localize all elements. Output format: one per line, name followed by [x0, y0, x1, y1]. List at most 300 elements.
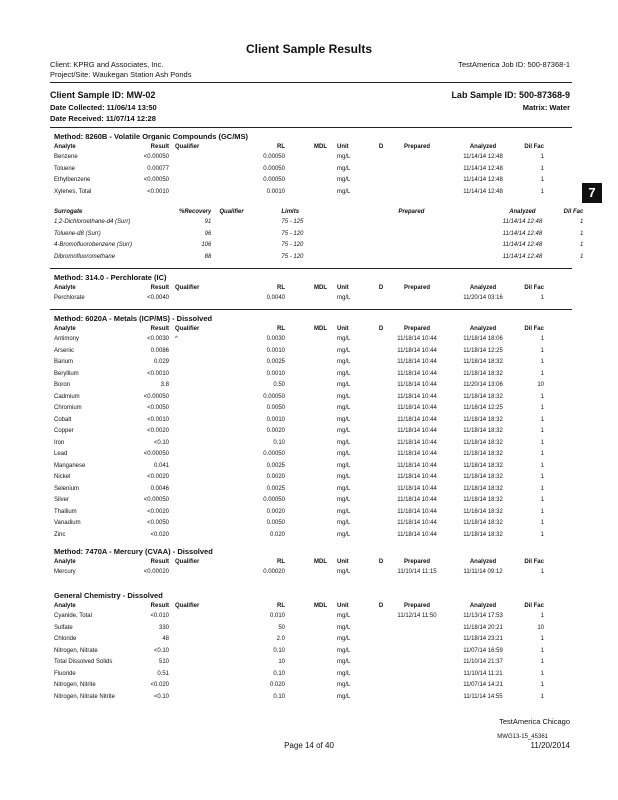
cell-d	[375, 484, 387, 496]
cell-unit: mg/L	[337, 659, 351, 665]
header-d: D	[378, 326, 384, 332]
cell-qualifier	[169, 495, 215, 507]
page-title: Client Sample Results	[245, 42, 373, 56]
cell-analyzed: 11/18/14 12:25	[463, 347, 503, 354]
header-limits: Limits	[281, 209, 300, 215]
cell-qualifier: ^	[175, 336, 178, 342]
cell-unit: mg/L	[337, 370, 351, 377]
cell-qualifier	[169, 461, 215, 473]
cell-dil: 10	[537, 624, 544, 631]
cell-prepared: 11/10/14 11:15	[397, 569, 437, 575]
table-row	[54, 187, 544, 199]
cell-rl: 0.00050	[263, 165, 285, 172]
cell-rl: 0.0030	[266, 336, 285, 342]
cell-dil: 1	[540, 647, 544, 654]
cell-mdl	[285, 164, 327, 176]
header-dil: Dil Fac	[524, 603, 544, 609]
cell-unit: mg/L	[337, 382, 351, 388]
cell-analyte: Nickel	[54, 474, 71, 480]
cell-mdl	[285, 175, 327, 187]
header-result: Result	[150, 559, 169, 565]
cell-rl: 0.00050	[263, 393, 285, 400]
cell-analyte: Arsenic	[54, 347, 75, 354]
table-row	[54, 623, 544, 635]
cell-unit: mg/L	[337, 497, 351, 503]
cell-recovery: 96	[204, 230, 212, 237]
cell-qualifier	[169, 293, 215, 305]
footer-doc-id: MWG13-15_45361	[497, 734, 548, 740]
cell-prepared: 11/18/14 10:44	[397, 405, 437, 411]
header-prepared: Prepared	[403, 285, 430, 291]
cell-dil: 10	[537, 382, 544, 388]
cell-unit: mg/L	[337, 670, 351, 677]
table-row	[54, 472, 544, 484]
cell-mdl	[285, 530, 327, 542]
cell-d	[375, 461, 387, 473]
cell-mdl	[285, 484, 327, 496]
cell-rl: 0.10	[273, 647, 285, 654]
table-row	[54, 507, 544, 519]
date-collected: Date Collected: 11/06/14 13:50	[50, 103, 157, 112]
header-rl: RL	[277, 144, 285, 150]
cell-recovery: 91	[204, 219, 212, 225]
header-d: D	[378, 144, 384, 150]
cell-d	[375, 346, 387, 358]
table-row	[54, 369, 544, 381]
cell-result: 0.0046	[150, 485, 169, 492]
table-row	[54, 415, 544, 427]
cell-d	[375, 634, 387, 646]
header-rl: RL	[277, 603, 285, 609]
cell-qualifier	[211, 252, 269, 264]
cell-dil: 1	[540, 188, 544, 195]
cell-analyte: Toluene	[54, 165, 76, 172]
cell-analyte: Cobalt	[54, 416, 72, 423]
cell-d	[375, 369, 387, 381]
table-row	[54, 152, 544, 164]
header-unit: Unit	[337, 326, 349, 332]
cell-dil: 1	[540, 295, 544, 301]
cell-unit: mg/L	[337, 295, 351, 301]
cell-prepared	[336, 217, 486, 229]
voc-title: Method: 8260B - Volatile Organic Compounds (GC/MS)	[54, 132, 249, 141]
cell-dil: 1	[540, 154, 544, 160]
cell-dil: 1	[580, 230, 584, 237]
cell-result: <0.10	[153, 647, 169, 654]
cell-mdl	[285, 357, 327, 369]
cell-analyzed: 11/07/14 14:21	[463, 682, 503, 688]
metals-table	[54, 324, 544, 541]
header-mdl: MDL	[314, 559, 327, 565]
job-id: TestAmerica Job ID: 500-87368-1	[458, 60, 570, 69]
cell-qualifier	[211, 217, 269, 229]
cell-d	[375, 380, 387, 392]
cell-qualifier	[169, 507, 215, 519]
cell-dil: 1	[540, 416, 544, 423]
table-row	[54, 175, 544, 187]
cell-d	[375, 175, 387, 187]
cell-analyzed: 11/18/14 18:32	[463, 359, 503, 365]
header-rl: RL	[277, 326, 285, 332]
cell-qualifier	[169, 403, 215, 415]
cell-qualifier	[169, 346, 215, 358]
cell-analyte: Copper	[54, 428, 74, 434]
cell-analyzed: 11/18/14 18:32	[463, 520, 503, 526]
cell-prepared: 11/18/14 10:44	[397, 359, 437, 365]
cell-dil: 1	[540, 670, 544, 677]
cell-qualifier	[169, 175, 215, 187]
cell-prepared: 11/18/14 10:44	[397, 474, 437, 480]
cell-rl: 10	[278, 659, 285, 665]
cell-prepared	[387, 646, 447, 658]
cell-analyzed: 11/07/14 16:59	[463, 647, 503, 654]
table-row	[54, 334, 544, 346]
cell-prepared: 11/18/14 10:44	[397, 336, 437, 342]
table-row	[54, 567, 544, 579]
cell-analyzed: 11/18/14 18:32	[463, 497, 503, 503]
cell-mdl	[285, 380, 327, 392]
cell-qualifier	[169, 187, 215, 199]
cell-qualifier	[169, 611, 215, 623]
cell-result: <0.0050	[147, 405, 169, 411]
header-unit: Unit	[337, 285, 349, 291]
cell-result: <0.010	[150, 613, 169, 619]
cell-dil: 1	[540, 347, 544, 354]
cell-rl: 0.020	[269, 531, 285, 538]
cell-analyzed: 11/18/14 18:06	[463, 336, 503, 342]
header-unit: Unit	[337, 144, 349, 150]
cell-prepared: 11/18/14 10:44	[397, 382, 437, 388]
cell-result: 330	[158, 624, 169, 631]
cell-analyzed: 11/13/14 17:53	[463, 613, 503, 619]
cell-mdl	[285, 449, 327, 461]
cell-analyte: Cadmium	[54, 393, 80, 400]
cell-unit: mg/L	[337, 451, 351, 457]
cell-d	[375, 415, 387, 427]
cell-rl: 0.00050	[263, 497, 285, 503]
cell-result: <0.00020	[143, 569, 169, 575]
table-row	[54, 484, 544, 496]
cell-prepared: 11/18/14 10:44	[397, 520, 437, 526]
cell-dil: 1	[540, 520, 544, 526]
header-analyzed: Analyzed	[469, 285, 497, 291]
cell-dil: 1	[540, 405, 544, 411]
cell-prepared	[387, 293, 447, 305]
date-received: Date Received: 11/07/14 12:28	[50, 114, 156, 123]
cell-limits: 75 - 120	[281, 230, 304, 237]
cell-rl: 0.10	[273, 439, 285, 446]
cell-qualifier	[169, 357, 215, 369]
cell-unit: mg/L	[337, 647, 351, 654]
cell-result: <0.0010	[147, 188, 169, 195]
cell-analyzed: 11/18/14 18:32	[463, 416, 503, 423]
cell-d	[375, 692, 387, 704]
cell-analyzed: 11/18/14 18:32	[463, 462, 503, 469]
cell-qualifier	[169, 657, 215, 669]
cell-prepared: 11/18/14 10:44	[397, 416, 437, 423]
cell-d	[375, 518, 387, 530]
header-analyte: Analyte	[54, 144, 76, 150]
table-row	[54, 164, 544, 176]
cell-mdl	[285, 680, 327, 692]
table-row	[54, 403, 544, 415]
cell-qualifier	[169, 449, 215, 461]
header-result: Result	[150, 326, 169, 332]
cell-qualifier	[169, 164, 215, 176]
cell-dil: 1	[540, 508, 544, 515]
cell-analyzed: 11/18/14 18:32	[463, 393, 503, 400]
cell-d	[375, 164, 387, 176]
cell-rl: 0.0020	[266, 474, 285, 480]
surrogate-header-row	[54, 207, 583, 217]
cell-dil: 1	[540, 636, 544, 642]
cell-rl: 0.020	[269, 682, 285, 688]
cell-result: 0.51	[157, 670, 169, 677]
cell-analyte: Mercury	[54, 569, 76, 575]
header-analyzed: Analyzed	[469, 559, 497, 565]
cell-rl: 0.00050	[263, 177, 285, 183]
cell-prepared: 11/18/14 10:44	[397, 497, 437, 503]
cell-analyte: Vanadium	[54, 520, 81, 526]
cell-d	[375, 657, 387, 669]
cell-result: <0.0020	[147, 508, 169, 515]
cell-mdl	[285, 634, 327, 646]
cell-rl: 0.010	[269, 613, 285, 619]
client-line: Client: KPRG and Associates, Inc.	[50, 60, 164, 69]
cell-unit: mg/L	[337, 188, 351, 195]
table-row	[54, 669, 544, 681]
cell-result: <0.0040	[147, 295, 169, 301]
cell-rl: 0.0025	[266, 462, 285, 469]
cell-rl: 0.10	[273, 670, 285, 677]
client-sample-id: Client Sample ID: MW-02	[50, 90, 156, 100]
cell-analyte: Nitrogen, Nitrite	[54, 682, 96, 688]
header-qualifier: Qualifier	[175, 559, 200, 565]
cell-mdl	[285, 403, 327, 415]
cell-dil: 1	[540, 393, 544, 400]
cell-dil: 1	[540, 693, 544, 700]
header-d: D	[378, 603, 384, 609]
cell-result: 0.029	[153, 359, 169, 365]
cell-d	[375, 293, 387, 305]
cell-dil: 1	[540, 682, 544, 688]
cell-dil: 1	[540, 569, 544, 575]
cell-analyzed: 11/14/14 12:48	[502, 230, 543, 237]
cell-dil: 1	[580, 242, 584, 248]
cell-result: <0.020	[150, 531, 169, 538]
table-row	[54, 634, 544, 646]
voc-surrogate-table	[54, 207, 583, 263]
cell-d	[375, 438, 387, 450]
footer-date: 11/20/2014	[530, 741, 570, 750]
header-divider	[50, 82, 572, 83]
surrogate-row	[54, 217, 583, 229]
cell-dil: 1	[540, 336, 544, 342]
cell-qualifier	[169, 646, 215, 658]
table-row	[54, 680, 544, 692]
cell-analyte: Total Dissolved Solids	[54, 659, 113, 665]
surrogate-row	[54, 252, 583, 264]
cell-surrogate: 1,2-Dichloroethane-d4 (Surr)	[54, 219, 131, 225]
cell-rl: 0.0025	[266, 359, 285, 365]
cell-d	[375, 472, 387, 484]
cell-rl: 0.0025	[266, 485, 285, 492]
cell-analyte: Perchlorate	[54, 295, 85, 301]
cell-mdl	[285, 611, 327, 623]
cell-analyte: Selenium	[54, 485, 80, 492]
cell-analyzed: 11/18/14 18:32	[463, 508, 503, 515]
cell-result: 3.8	[160, 382, 169, 388]
cell-qualifier	[169, 623, 215, 635]
cell-d	[375, 495, 387, 507]
cell-limits: 75 - 125	[281, 219, 304, 225]
header-analyzed: Analyzed	[469, 144, 497, 150]
cell-analyte: Fluoride	[54, 670, 76, 677]
cell-unit: mg/L	[337, 347, 351, 354]
cell-prepared: 11/18/14 10:44	[397, 508, 437, 515]
cell-result: <0.00050	[143, 497, 169, 503]
section-divider	[50, 309, 572, 310]
cell-result: <0.00050	[143, 154, 169, 160]
cell-qualifier	[169, 567, 215, 579]
header-unit: Unit	[337, 559, 349, 565]
cell-dil: 1	[580, 253, 584, 260]
cell-prepared	[387, 164, 447, 176]
section-divider	[50, 268, 572, 269]
cell-prepared	[387, 634, 447, 646]
cell-analyzed: 11/14/14 12:48	[463, 177, 503, 183]
header-dil: Dil Fac	[563, 209, 584, 215]
cell-analyzed: 11/10/14 11:21	[463, 670, 503, 677]
cell-unit: mg/L	[337, 682, 351, 688]
cell-mdl	[285, 657, 327, 669]
cell-mdl	[285, 518, 327, 530]
table-row	[54, 657, 544, 669]
header-prepared: Prepared	[403, 559, 430, 565]
header-qualifier: Qualifier	[175, 285, 200, 291]
cell-unit: mg/L	[337, 154, 351, 160]
header-d: D	[378, 285, 384, 291]
table-row	[54, 461, 544, 473]
cell-rl: 2.0	[276, 636, 285, 642]
cell-rl: 0.00050	[263, 451, 285, 457]
cell-prepared	[387, 175, 447, 187]
header-dil: Dil Fac	[524, 285, 544, 291]
cell-prepared: 11/18/14 10:44	[397, 370, 437, 377]
section-divider	[50, 127, 572, 128]
cell-limits: 75 - 120	[281, 242, 304, 248]
footer-company: TestAmerica Chicago	[499, 717, 570, 726]
cell-analyte: Iron	[54, 439, 65, 446]
cell-mdl	[285, 426, 327, 438]
voc-table	[54, 142, 544, 198]
cell-rl: 0.0010	[266, 347, 285, 354]
cell-qualifier	[169, 380, 215, 392]
cell-prepared: 11/18/14 10:44	[397, 428, 437, 434]
cell-result: <0.00050	[143, 451, 169, 457]
cell-mdl	[285, 415, 327, 427]
lab-sample-id: Lab Sample ID: 500-87368-9	[451, 90, 570, 100]
header-analyte: Analyte	[54, 285, 76, 291]
cell-analyzed: 11/20/14 03:16	[463, 295, 503, 301]
cell-dil: 1	[540, 439, 544, 446]
cell-analyzed: 11/14/14 12:48	[502, 253, 543, 260]
table-row	[54, 426, 544, 438]
cell-unit: mg/L	[337, 416, 351, 423]
cell-mdl	[285, 369, 327, 381]
cell-mdl	[285, 646, 327, 658]
cell-d	[375, 507, 387, 519]
cell-mdl	[285, 461, 327, 473]
cell-unit: mg/L	[337, 474, 351, 480]
header-analyte: Analyte	[54, 603, 76, 609]
cell-d	[375, 530, 387, 542]
cell-analyzed: 11/18/14 18:32	[463, 531, 503, 538]
cell-analyte: Lead	[54, 451, 68, 457]
cell-qualifier	[169, 415, 215, 427]
cell-d	[375, 426, 387, 438]
cell-rl: 0.0010	[266, 188, 285, 195]
header-result: Result	[150, 603, 169, 609]
cell-mdl	[285, 438, 327, 450]
header-dil: Dil Fac	[524, 144, 544, 150]
cell-qualifier	[169, 484, 215, 496]
cell-mdl	[285, 669, 327, 681]
cell-unit: mg/L	[337, 520, 351, 526]
cell-analyte: Boron	[54, 382, 71, 388]
cell-prepared: 11/18/14 10:44	[397, 531, 437, 538]
header-qualifier: Qualifier	[219, 209, 244, 215]
cell-unit: mg/L	[337, 165, 351, 172]
cell-qualifier	[169, 692, 215, 704]
cell-d	[375, 334, 387, 346]
table-row	[54, 346, 544, 358]
table-row	[54, 518, 544, 530]
header-result: Result	[150, 285, 169, 291]
cell-prepared	[387, 680, 447, 692]
cell-result: <0.00050	[143, 177, 169, 183]
header-qualifier: Qualifier	[175, 326, 200, 332]
header-analyte: Analyte	[54, 326, 76, 332]
cell-qualifier	[211, 240, 269, 252]
cell-result: <0.0050	[147, 520, 169, 526]
header-recovery: %Recovery	[179, 209, 212, 215]
table-row	[54, 392, 544, 404]
cell-rl: 0.00050	[263, 154, 285, 160]
cell-d	[375, 623, 387, 635]
cell-mdl	[285, 472, 327, 484]
cell-result: <0.0010	[147, 416, 169, 423]
cell-rl: 0.0020	[266, 508, 285, 515]
cell-limits: 75 - 120	[281, 253, 304, 260]
header-prepared: Prepared	[403, 326, 430, 332]
cell-qualifier	[169, 438, 215, 450]
mercury-title: Method: 7470A - Mercury (CVAA) - Dissolved	[54, 547, 213, 556]
cell-rl: 0.0040	[266, 295, 285, 301]
cell-mdl	[285, 152, 327, 164]
cell-dil: 1	[540, 613, 544, 619]
cell-unit: mg/L	[337, 439, 351, 446]
cell-rl: 50	[278, 624, 285, 631]
cell-rl: 0.0010	[266, 370, 285, 377]
cell-recovery: 88	[204, 253, 212, 260]
cell-result: <0.0030	[147, 336, 169, 342]
cell-analyzed: 11/11/14 14:55	[463, 693, 503, 700]
cell-analyzed: 11/18/14 18:32	[463, 485, 503, 492]
header-analyte: Analyte	[54, 559, 76, 565]
cell-analyte: Sulfate	[54, 624, 73, 631]
cell-qualifier	[169, 518, 215, 530]
